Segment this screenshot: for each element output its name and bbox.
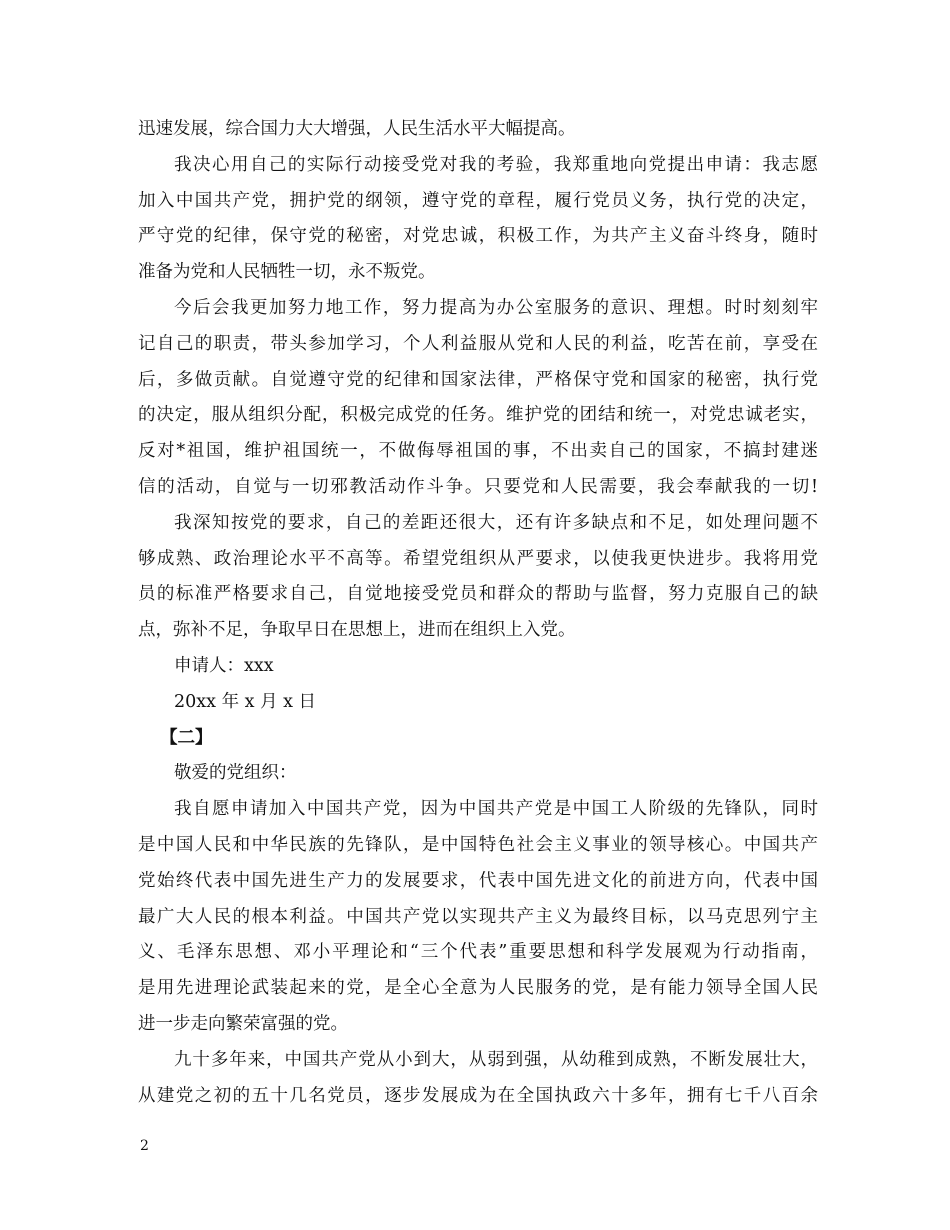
text-line: 信的活动，自觉与一切邪教活动作斗争。只要党和人民需要，我会奉献我的一切! <box>138 476 818 497</box>
text-line: 最广大人民的根本利益。中国共产党以实现共产主义为最终目标，以马克思列宁主 <box>138 906 818 927</box>
text-line: 员的标准严格要求自己，自觉地接受党员和群众的帮助与监督，努力克服自己的缺 <box>138 584 818 605</box>
text-line: 迅速发展，综合国力大大增强，人民生活水平大幅提高。 <box>138 119 576 139</box>
text-line: 进一步走向繁荣富强的党。 <box>138 1013 348 1034</box>
text-line: 点，弥补不足，争取早日在思想上，进而在组织上入党。 <box>138 620 576 641</box>
text-line: 敬爱的党组织： <box>174 763 297 784</box>
text-line: 党始终代表中国先进生产力的发展要求，代表中国先进文化的前进方向，代表中国 <box>138 870 818 891</box>
text-line: 是中国人民和中华民族的先锋队，是中国特色社会主义事业的领导核心。中国共产 <box>138 834 818 855</box>
text-line: 反对*祖国，维护祖国统一，不做侮辱祖国的事，不出卖自己的国家，不搞封建迷 <box>138 441 818 462</box>
text-line: 准备为党和人民牺牲一切，永不叛党。 <box>138 262 436 283</box>
text-line: 今后会我更加努力地工作，努力提高为办公室服务的意识、理想。时时刻刻牢 <box>174 297 818 318</box>
text-line: 九十多年来，中国共产党从小到大，从弱到强，从幼稚到成熟，不断发展壮大， <box>174 1049 818 1070</box>
text-line: 是用先进理论武装起来的党，是全心全意为人民服务的党，是有能力领导全国人民 <box>138 978 818 999</box>
text-line: 我决心用自己的实际行动接受党对我的考验，我郑重地向党提出申请：我志愿 <box>174 154 818 175</box>
text-line: 申请人：xxx <box>174 655 274 676</box>
text-line: 从建党之初的五十几名党员，逐步发展成为在全国执政六十多年，拥有七千八百余 <box>138 1085 818 1106</box>
section-heading: 【二】 <box>160 727 213 748</box>
text-line: 20xx 年 x 月 x 日 <box>174 691 317 712</box>
text-line: 够成熟、政治理论水平不高等。希望党组织从严要求，以使我更快进步。我将用党 <box>138 548 818 569</box>
text-line: 后，多做贡献。自觉遵守党的纪律和国家法律，严格保守党和国家的秘密，执行党 <box>138 369 818 390</box>
text-line: 义、毛泽东思想、邓小平理论和“三个代表”重要思想和科学发展观为行动指南， <box>138 942 818 963</box>
text-line: 记自己的职责，带头参加学习，个人利益服从党和人民的利益，吃苦在前，享受在 <box>138 333 818 354</box>
text-line: 加入中国共产党，拥护党的纲领，遵守党的章程，履行党员义务，执行党的决定， <box>138 190 818 211</box>
text-line: 严守党的纪律，保守党的秘密，对党忠诚，积极工作，为共产主义奋斗终身，随时 <box>138 226 818 247</box>
text-line: 的决定，服从组织分配，积极完成党的任务。维护党的团结和统一，对党忠诚老实， <box>138 405 818 426</box>
text-line: 我自愿申请加入中国共产党，因为中国共产党是中国工人阶级的先锋队，同时 <box>174 799 818 820</box>
text-line: 我深知按党的要求，自己的差距还很大，还有许多缺点和不足，如处理问题不 <box>174 512 818 533</box>
body-text <box>138 112 818 1114</box>
page-number: 2 <box>140 1138 149 1154</box>
